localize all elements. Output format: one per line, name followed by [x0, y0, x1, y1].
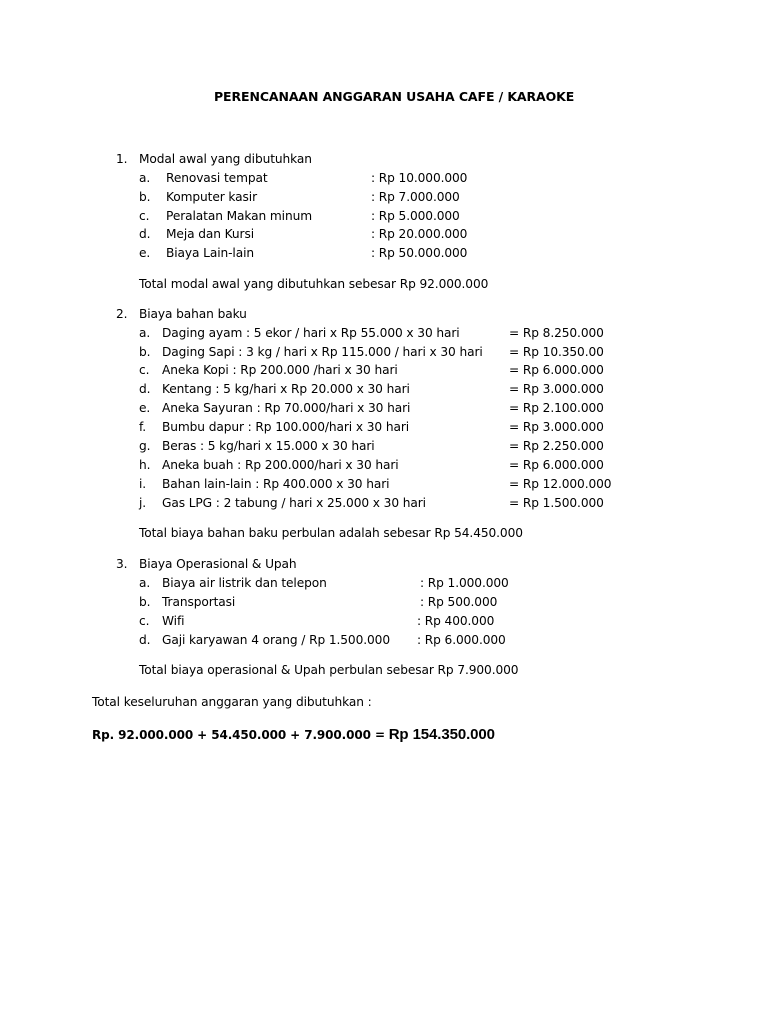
item-letter: h. — [139, 458, 151, 472]
section-heading: Modal awal yang dibutuhkan — [139, 152, 312, 166]
item-label: Aneka Kopi : Rp 200.000 /hari x 30 hari — [162, 363, 398, 377]
item-letter: c. — [139, 209, 150, 223]
item-amount: = Rp 3.000.000 — [509, 420, 604, 434]
section-heading: Biaya Operasional & Upah — [139, 557, 297, 571]
grand-total-formula: Rp. 92.000.000 + 54.450.000 + 7.900.000 = — [92, 728, 385, 742]
section-heading: Biaya bahan baku — [139, 307, 247, 321]
item-amount: : Rp 10.000.000 — [371, 171, 468, 185]
item-amount: : Rp 7.000.000 — [371, 190, 460, 204]
grand-total-label: Total keseluruhan anggaran yang dibutuhkan : — [92, 695, 372, 709]
item-amount: = Rp 1.500.000 — [509, 496, 604, 510]
item-amount: : Rp 6.000.000 — [417, 633, 506, 647]
item-label: Bahan lain-lain : Rp 400.000 x 30 hari — [162, 477, 390, 491]
item-amount: : Rp 5.000.000 — [371, 209, 460, 223]
item-label: Wifi — [162, 614, 185, 628]
item-label: Transportasi — [162, 595, 236, 609]
item-letter: a. — [139, 171, 151, 185]
item-label: Daging Sapi : 3 kg / hari x Rp 115.000 / hari x 30 hari — [162, 345, 483, 359]
item-label: Beras : 5 kg/hari x 15.000 x 30 hari — [162, 439, 375, 453]
item-label: Bumbu dapur : Rp 100.000/hari x 30 hari — [162, 420, 410, 434]
item-amount: = Rp 6.000.000 — [509, 363, 604, 377]
item-label: Komputer kasir — [166, 190, 257, 204]
item-letter: a. — [139, 326, 151, 340]
item-label: Kentang : 5 kg/hari x Rp 20.000 x 30 hari — [162, 382, 410, 396]
item-amount: = Rp 12.000.000 — [509, 477, 612, 491]
item-letter: g. — [139, 439, 151, 453]
item-amount: = Rp 6.000.000 — [509, 458, 604, 472]
item-letter: e. — [139, 401, 151, 415]
item-letter: e. — [139, 246, 151, 260]
item-letter: j. — [139, 496, 147, 510]
item-letter: d. — [139, 633, 151, 647]
section-total: Total biaya bahan baku perbulan adalah sebesar Rp 54.450.000 — [139, 526, 523, 540]
item-letter: c. — [139, 614, 150, 628]
item-amount: : Rp 400.000 — [417, 614, 495, 628]
section-total: Total biaya operasional & Upah perbulan sebesar Rp 7.900.000 — [139, 663, 519, 677]
item-label: Peralatan Makan minum — [166, 209, 312, 223]
item-label: Biaya Lain-lain — [166, 246, 255, 260]
item-letter: f. — [139, 420, 147, 434]
item-label: Meja dan Kursi — [166, 227, 255, 241]
item-label: Aneka Sayuran : Rp 70.000/hari x 30 hari — [162, 401, 411, 415]
grand-total-line — [92, 727, 495, 743]
item-amount: = Rp 2.100.000 — [509, 401, 604, 415]
item-label: Gas LPG : 2 tabung / hari x 25.000 x 30 hari — [162, 496, 426, 510]
item-label: Renovasi tempat — [166, 171, 268, 185]
item-label: Daging ayam : 5 ekor / hari x Rp 55.000 x 30 hari — [162, 326, 460, 340]
item-amount: = Rp 3.000.000 — [509, 382, 604, 396]
grand-total-result: Rp 154.350.000 — [388, 726, 495, 743]
item-amount: : Rp 1.000.000 — [420, 576, 509, 590]
document-title: PERENCANAAN ANGGARAN USAHA CAFE / KARAOKE — [214, 89, 575, 104]
item-amount: = Rp 2.250.000 — [509, 439, 604, 453]
item-letter: b. — [139, 595, 151, 609]
item-letter: a. — [139, 576, 151, 590]
item-letter: b. — [139, 345, 151, 359]
item-letter: d. — [139, 382, 151, 396]
item-label: Aneka buah : Rp 200.000/hari x 30 hari — [162, 458, 399, 472]
item-letter: d. — [139, 227, 151, 241]
section-number: 1. — [116, 152, 128, 166]
item-letter: i. — [139, 477, 147, 491]
item-label: Gaji karyawan 4 orang / Rp 1.500.000 — [162, 633, 390, 647]
section-total: Total modal awal yang dibutuhkan sebesar Rp 92.000.000 — [139, 277, 489, 291]
item-amount: : Rp 50.000.000 — [371, 246, 468, 260]
section-number: 2. — [116, 307, 128, 321]
section-number: 3. — [116, 557, 128, 571]
item-amount: = Rp 8.250.000 — [509, 326, 604, 340]
item-label: Biaya air listrik dan telepon — [162, 576, 327, 590]
item-amount: : Rp 500.000 — [420, 595, 498, 609]
item-amount: : Rp 20.000.000 — [371, 227, 468, 241]
item-letter: b. — [139, 190, 151, 204]
item-amount: = Rp 10.350.00 — [509, 345, 604, 359]
item-letter: c. — [139, 363, 150, 377]
